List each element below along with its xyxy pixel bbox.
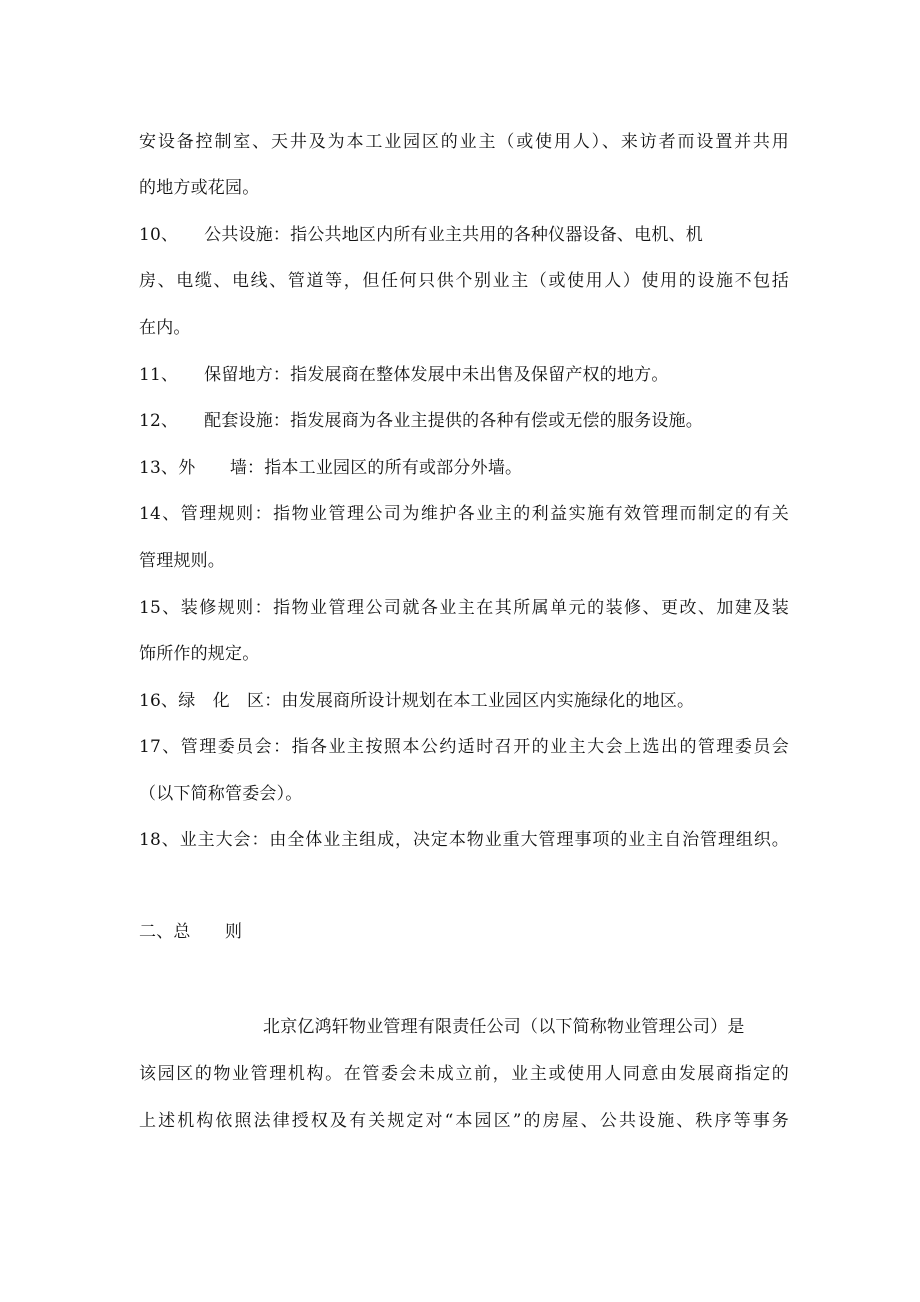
section-heading: 二、总 则: [139, 922, 243, 942]
paragraph-line-1: 北京亿鸿轩物业管理有限责任公司（以下简称物业管理公司）是: [263, 1017, 745, 1037]
definition-14-line-2: 管理规则。: [139, 551, 225, 571]
definition-17-line-2: （以下简称管委会）。: [139, 784, 303, 804]
definition-12: 12、 配套设施：指发展商为各业主提供的各种有偿或无偿的服务设施。: [139, 411, 703, 431]
definition-15-line-2: 饰所作的规定。: [139, 644, 260, 664]
definition-10-line-3: 在内。: [139, 318, 191, 338]
definition-18: 18、业主大会：由全体业主组成，决定本物业重大管理事项的业主自治管理组织。: [139, 830, 789, 850]
definition-13: 13、外 墙：指本工业园区的所有或部分外墙。: [139, 458, 523, 478]
paragraph-line-3: 上述机构依照法律授权及有关规定对“本园区”的房屋、公共设施、秩序等事务: [139, 1111, 789, 1131]
definition-line-1: 安设备控制室、天井及为本工业园区的业主（或使用人）、来访者而设置并共用: [139, 132, 789, 152]
definition-15-line-1: 15、装修规则：指物业管理公司就各业主在其所属单元的装修、更改、加建及装: [139, 598, 789, 618]
definition-10-line-1: 10、 公共设施：指公共地区内所有业主共用的各种仪器设备、电机、机: [139, 225, 703, 245]
definition-11: 11、 保留地方：指发展商在整体发展中未出售及保留产权的地方。: [139, 365, 669, 385]
paragraph-line-2: 该园区的物业管理机构。在管委会未成立前，业主或使用人同意由发展商指定的: [139, 1064, 789, 1084]
definition-17-line-1: 17、管理委员会：指各业主按照本公约适时召开的业主大会上选出的管理委员会: [139, 737, 789, 757]
definition-10-line-2: 房、电缆、电线、管道等，但任何只供个别业主（或使用人）使用的设施不包括: [139, 271, 789, 291]
definition-16: 16、绿 化 区：由发展商所设计规划在本工业园区内实施绿化的地区。: [139, 691, 695, 711]
definition-14-line-1: 14、管理规则：指物业管理公司为维护各业主的利益实施有效管理而制定的有关: [139, 504, 789, 524]
definition-line-2: 的地方或花园。: [139, 178, 260, 198]
